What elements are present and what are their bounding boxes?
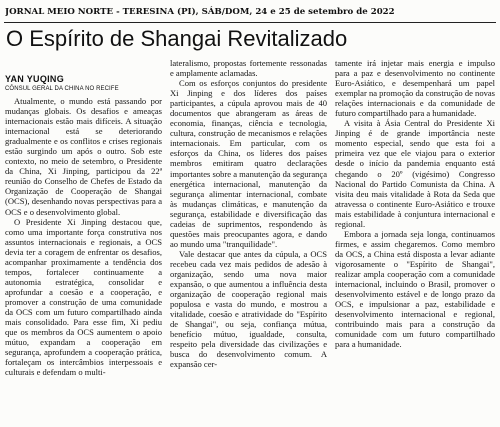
paragraph: lateralismo, propostas fortemente ressonadas e amplamente aclamadas. (170, 58, 327, 79)
masthead-rule (4, 22, 496, 23)
author-name: YAN YUQING (5, 74, 65, 84)
paragraph: Com os esforços conjuntos do presidente Xi Jinping e dos líderes dos países participantes, a cúpula aprovou mais de 40 documentos que abrangeram as áreas de economia, finanças, ciência e tecnologia, cultura, construção de mecanismos e relações internacionais. Em particular, com os esforços da China, os líderes dos países membros emitiram quatro declarações importantes sobre a manutenção da segurança energética internacional, manutenção da segurança alimentar internacional, combate às mudanças climáticas, e manutenção da segurança, estabilidade e diversificação das cadeias de suprimentos, respondendo às questões mais preocupantes agora, e dando ao mundo uma "tranquilidade". (170, 78, 327, 249)
paragraph: Vale destacar que antes da cúpula, a OCS recebeu cada vez mais pedidos de adesão à organização, sendo uma nova maior expansão, o que aumentou a influência desta organização de cooperação regional mais populosa e vasta do mundo, e mostrou a vitalidade, coesão e atratividade do "Espírito de Shangai", ou seja, confiança mútua, benefício mútuo, igualdade, consulta, respeito pela diversidade das civilizações e busca do desenvolvimento comum. A expansão cer- (170, 248, 327, 370)
article-column-1 (5, 96, 162, 377)
byline (5, 74, 165, 96)
article-headline: O Espírito de Shangai Revitalizado (6, 26, 348, 51)
edition-location-date: - TERESINA (PI), SÁB/DOM, 24 e 25 de setembro de 2022 (113, 7, 395, 17)
paragraph: tamente irá injetar mais energia e impulso para a paz e desenvolvimento no continente Euro-Asiático, e desempenhará um papel exemplar na promoção da construção de novas relações internacionais e da comunidade de futuro compartilhado para a humanidade. (335, 58, 495, 119)
article-column-3 (335, 58, 495, 349)
masthead (5, 3, 495, 21)
newspaper-name: JORNAL MEIO NORTE (5, 7, 114, 17)
paragraph: A visita à Ásia Central do Presidente Xi Jinping é de grande importância neste momento especial, sendo que esta foi a primeira vez que ele viajou para o exterior desde o início da pandemia enquanto está chegando o 20º (vigésimo) Congresso Nacional do Partido Comunista da China. A visita deu mais vitalidade à Rota da Seda que atravessa o continente Euro-Asiático e trouxe mais estabilidade à conjuntura internacional e regional. (335, 118, 495, 229)
paragraph: Embora a jornada seja longa, continuamos firmes, e assim chegaremos. Como membro da OCS, a China está disposta a levar adiante vigorosamente o "Espírito de Shangai", realizar ampla cooperação com a comunidade internacional, incluindo o Brasil, promover o desenvolvimento estável e de longo prazo da OCS, e impulsionar a paz, estabilidade e desenvolvimento internacional e regional, contribuindo mais para a construção da comunidade com um futuro compartilhado para a humanidade. (335, 228, 495, 350)
article-column-2 (170, 58, 327, 369)
paragraph: Atualmente, o mundo está passando por mudanças globais. Os desafios e ameaças internacionais estão mais difíceis. A situação internacional está se deteriorando gradualmente e os conflitos e crises regionais estão surgindo um após o outro. Sob este contexto, no meio de setembro, o Presidente da China, Xi Jinping, participou da 22ª reunião do Conselho de Chefes de Estado da Organização de Cooperação de Shangai (OCS), desenhando novas perspectivas para a OCS e o desenvolvimento global. (5, 96, 162, 217)
author-role: CÔNSUL GERAL DA CHINA NO RECIFE (5, 86, 119, 92)
paragraph: O Presidente Xi Jinping destacou que, como uma importante força construtiva nos assuntos internacionais e regionais, a OCS devia ter a coragem de enfrentar os desafios, acompanhar proximamente a tendência dos tempos, fortalecer continuamente a autonomia estratégica, consolidar e aprofundar a coesão e a cooperação, e promover a construção de uma comunidade da OCS com um futuro compartilhado ainda mais consolidado. Para esse fim, Xi pediu que os membros da OCS aumentem o apoio mútuo, expandam a cooperação em segurança, aprofundem a cooperação prática, fortaleçam os intercâmbios interpessoais e culturais e defendam o multi- (5, 216, 162, 378)
